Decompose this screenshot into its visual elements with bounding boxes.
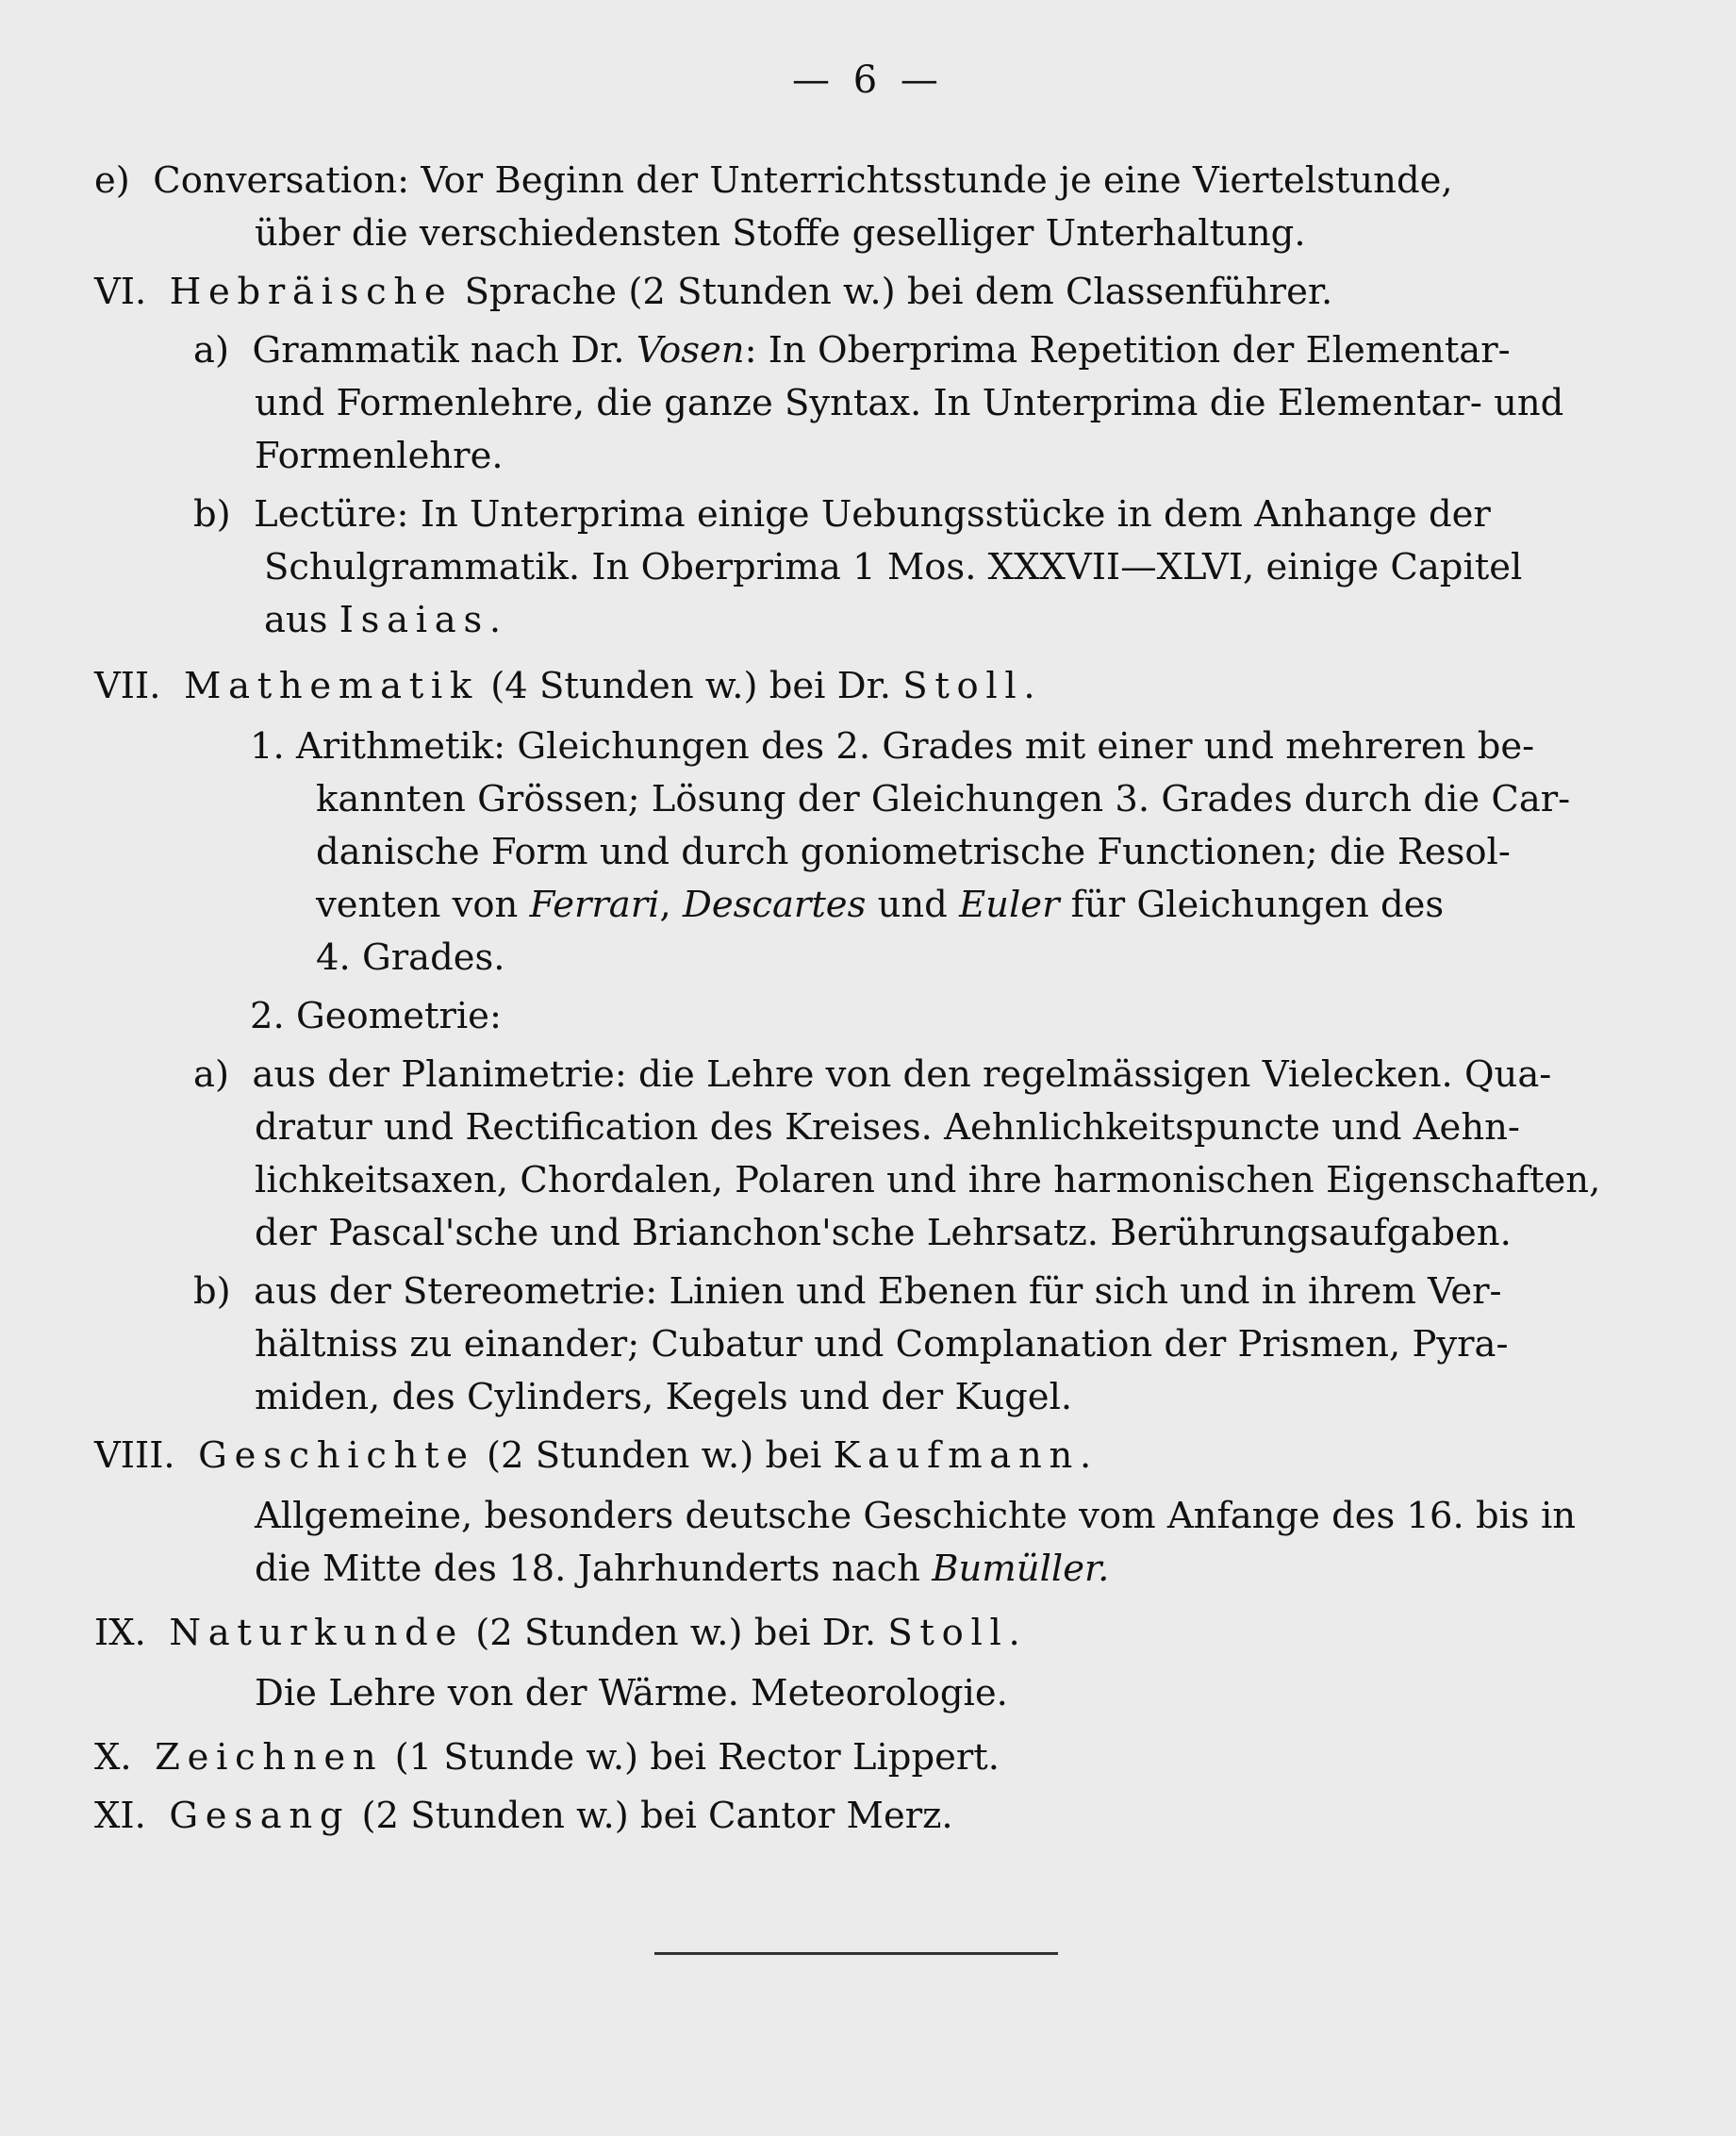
section-heading: X. Zeichnen (1 Stunde w.) bei Rector Lippert. [94,1736,1000,1779]
text-line: Allgemeine, besonders deutsche Geschichte vom Anfange des 16. bis in [255,1495,1577,1537]
text-line: danische Form und durch goniometrische Functionen; die Resol- [316,831,1511,873]
text-line: über die verschiedensten Stoffe geselliger Unterhaltung. [255,212,1306,255]
text-line: b) Lectüre: In Unterprima einige Uebungsstücke in dem Anhange der [193,493,1491,536]
text-line: und Formenlehre, die ganze Syntax. In Unterprima die Elementar- und [255,382,1564,424]
section-heading: VIII. Geschichte (2 Stunden w.) bei Kaufmann. [94,1434,1099,1477]
text-line: Die Lehre von der Wärme. Meteorologie. [255,1672,1008,1714]
text-line: miden, des Cylinders, Kegels und der Kugel. [255,1376,1073,1418]
text-line: aus Isaias. [264,599,508,641]
text-line: a) aus der Planimetrie: die Lehre von den regelmässigen Vielecken. Qua- [193,1053,1552,1096]
text-line: a) Grammatik nach Dr. Vosen: In Oberprima Repetition der Elementar- [193,329,1511,372]
section-heading: XI. Gesang (2 Stunden w.) bei Cantor Merz. [94,1795,953,1837]
text-line: Formenlehre. [255,435,504,477]
section-heading: VI. Hebräische Sprache (2 Stunden w.) bei dem Classenführer. [94,271,1333,313]
text-line: Schulgrammatik. In Oberprima 1 Mos. XXXVII—XLVI, einige Capitel [264,546,1523,588]
page-number: — 6 — [792,58,944,102]
text-line: lichkeitsaxen, Chordalen, Polaren und ihre harmonischen Eigenschaften, [255,1159,1601,1201]
text-line: dratur und Rectification des Kreises. Aehnlichkeitspuncte und Aehn- [255,1106,1520,1149]
text-line: 2. Geometrie: [250,995,502,1037]
section-heading: IX. Naturkunde (2 Stunden w.) bei Dr. Stoll. [94,1612,1028,1654]
text-line: kannten Grössen; Lösung der Gleichungen 3. Grades durch die Car- [316,778,1571,820]
section-heading: VII. Mathematik (4 Stunden w.) bei Dr. Stoll. [94,665,1043,707]
text-line: 4. Grades. [316,936,505,979]
text-line: 1. Arithmetik: Gleichungen des 2. Grades mit einer und mehreren be- [250,725,1535,768]
text-line: hältniss zu einander; Cubatur und Complanation der Prismen, Pyra- [255,1323,1509,1366]
text-line: venten von Ferrari, Descartes und Euler für Gleichungen des [316,884,1445,926]
text-line: b) aus der Stereometrie: Linien und Ebenen für sich und in ihrem Ver- [193,1270,1502,1313]
text-line: e) Conversation: Vor Beginn der Unterrichtsstunde je eine Viertelstunde, [94,159,1453,202]
text-line: der Pascal'sche und Brianchon'sche Lehrsatz. Berührungsaufgaben. [255,1212,1512,1254]
text-line: die Mitte des 18. Jahrhunderts nach Bumüller. [255,1548,1110,1590]
closing-rule [654,1952,1058,1955]
